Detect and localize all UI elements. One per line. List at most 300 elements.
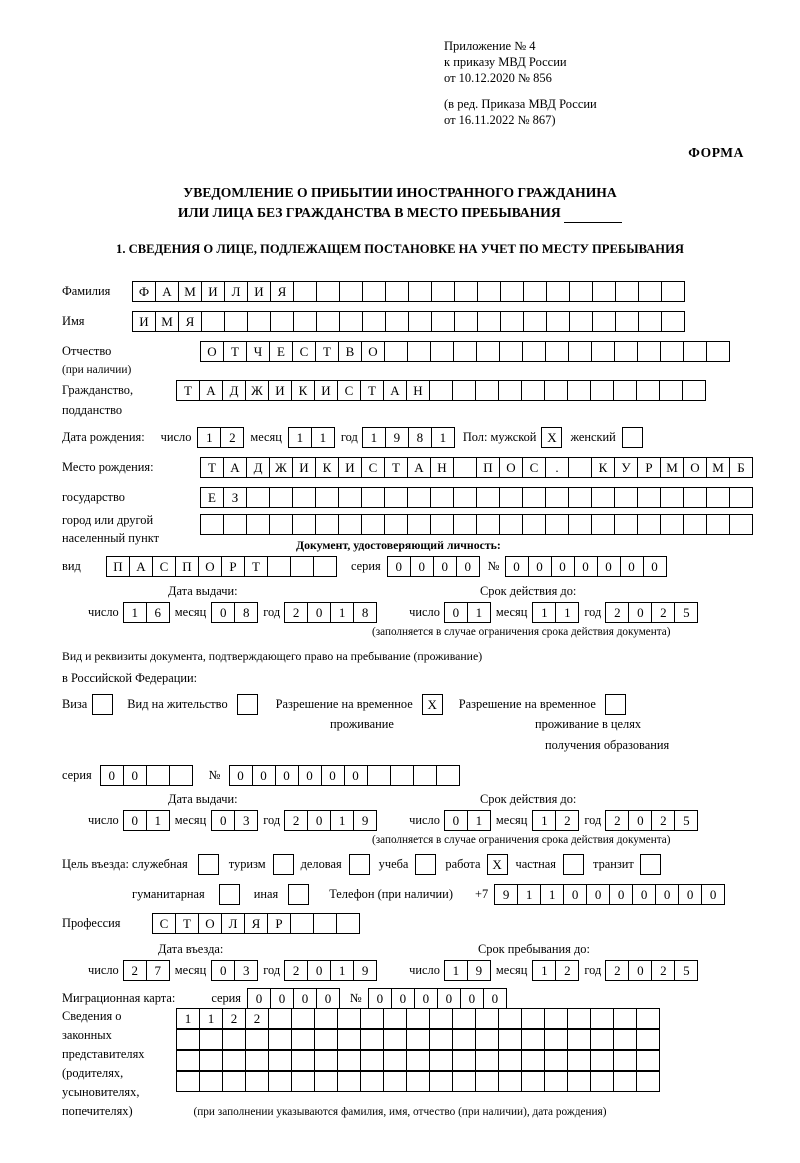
char-cell[interactable]: 0 bbox=[433, 556, 457, 577]
profession-cells[interactable] bbox=[152, 913, 360, 934]
char-cell[interactable]: 0 bbox=[586, 884, 610, 905]
char-cell[interactable]: П bbox=[106, 556, 130, 577]
name-cells[interactable] bbox=[132, 311, 685, 332]
char-cell[interactable] bbox=[590, 1029, 614, 1050]
char-cell[interactable] bbox=[314, 1029, 338, 1050]
char-cell[interactable] bbox=[429, 1008, 453, 1029]
char-cell[interactable]: 0 bbox=[368, 988, 392, 1009]
char-cell[interactable] bbox=[613, 1008, 637, 1029]
char-cell[interactable]: 0 bbox=[620, 556, 644, 577]
char-cell[interactable]: 0 bbox=[307, 602, 331, 623]
char-cell[interactable] bbox=[614, 341, 638, 362]
char-cell[interactable] bbox=[475, 1071, 499, 1092]
char-cell[interactable] bbox=[290, 913, 314, 934]
char-cell[interactable] bbox=[408, 281, 432, 302]
char-cell[interactable] bbox=[498, 1071, 522, 1092]
char-cell[interactable]: 9 bbox=[385, 427, 409, 448]
char-cell[interactable]: 2 bbox=[605, 810, 629, 831]
char-cell[interactable] bbox=[246, 514, 270, 535]
char-cell[interactable]: К bbox=[291, 380, 315, 401]
char-cell[interactable]: З bbox=[223, 487, 247, 508]
char-cell[interactable] bbox=[475, 380, 499, 401]
char-cell[interactable] bbox=[199, 1050, 223, 1071]
char-cell[interactable] bbox=[316, 281, 340, 302]
char-cell[interactable]: 2 bbox=[605, 602, 629, 623]
char-cell[interactable]: 0 bbox=[437, 988, 461, 1009]
char-cell[interactable] bbox=[314, 1071, 338, 1092]
char-cell[interactable] bbox=[545, 514, 569, 535]
purpose-business-checkbox[interactable] bbox=[349, 854, 370, 875]
char-cell[interactable]: 3 bbox=[234, 960, 258, 981]
char-cell[interactable]: 0 bbox=[563, 884, 587, 905]
char-cell[interactable]: Л bbox=[221, 913, 245, 934]
char-cell[interactable]: 5 bbox=[674, 602, 698, 623]
char-cell[interactable]: Б bbox=[729, 457, 753, 478]
char-cell[interactable] bbox=[267, 556, 291, 577]
char-cell[interactable]: М bbox=[706, 457, 730, 478]
char-cell[interactable] bbox=[315, 487, 339, 508]
char-cell[interactable]: . bbox=[545, 457, 569, 478]
char-cell[interactable]: В bbox=[338, 341, 362, 362]
char-cell[interactable] bbox=[545, 487, 569, 508]
char-cell[interactable]: И bbox=[292, 457, 316, 478]
char-cell[interactable]: Н bbox=[406, 380, 430, 401]
char-cell[interactable] bbox=[638, 311, 662, 332]
char-cell[interactable] bbox=[200, 514, 224, 535]
char-cell[interactable] bbox=[636, 1008, 660, 1029]
char-cell[interactable]: 5 bbox=[674, 960, 698, 981]
char-cell[interactable]: 0 bbox=[609, 884, 633, 905]
char-cell[interactable] bbox=[360, 1029, 384, 1050]
char-cell[interactable]: 2 bbox=[284, 960, 308, 981]
char-cell[interactable] bbox=[521, 1008, 545, 1029]
char-cell[interactable] bbox=[476, 341, 500, 362]
char-cell[interactable]: 0 bbox=[655, 884, 679, 905]
char-cell[interactable]: 2 bbox=[220, 427, 244, 448]
char-cell[interactable] bbox=[453, 457, 477, 478]
char-cell[interactable] bbox=[546, 281, 570, 302]
char-cell[interactable]: Ж bbox=[245, 380, 269, 401]
mcard-number-cells[interactable] bbox=[368, 988, 507, 1009]
char-cell[interactable]: 0 bbox=[410, 556, 434, 577]
char-cell[interactable] bbox=[615, 281, 639, 302]
char-cell[interactable] bbox=[499, 487, 523, 508]
char-cell[interactable] bbox=[362, 311, 386, 332]
char-cell[interactable]: 2 bbox=[605, 960, 629, 981]
char-cell[interactable]: 0 bbox=[387, 556, 411, 577]
char-cell[interactable]: 0 bbox=[321, 765, 345, 786]
char-cell[interactable]: 2 bbox=[651, 602, 675, 623]
char-cell[interactable]: 0 bbox=[391, 988, 415, 1009]
char-cell[interactable] bbox=[413, 765, 437, 786]
char-cell[interactable]: 1 bbox=[176, 1008, 200, 1029]
char-cell[interactable]: 1 bbox=[555, 602, 579, 623]
char-cell[interactable] bbox=[315, 514, 339, 535]
char-cell[interactable] bbox=[337, 1071, 361, 1092]
char-cell[interactable]: М bbox=[178, 281, 202, 302]
char-cell[interactable] bbox=[291, 1008, 315, 1029]
char-cell[interactable] bbox=[591, 487, 615, 508]
char-cell[interactable]: 0 bbox=[270, 988, 294, 1009]
char-cell[interactable] bbox=[431, 311, 455, 332]
char-cell[interactable] bbox=[246, 487, 270, 508]
char-cell[interactable]: Т bbox=[244, 556, 268, 577]
char-cell[interactable]: Ч bbox=[246, 341, 270, 362]
char-cell[interactable] bbox=[522, 341, 546, 362]
char-cell[interactable]: 2 bbox=[555, 960, 579, 981]
char-cell[interactable]: 2 bbox=[222, 1008, 246, 1029]
char-cell[interactable]: 0 bbox=[628, 960, 652, 981]
legal-rep-row-3-cells[interactable] bbox=[176, 1050, 660, 1071]
char-cell[interactable] bbox=[683, 341, 707, 362]
char-cell[interactable] bbox=[430, 514, 454, 535]
char-cell[interactable]: И bbox=[132, 311, 156, 332]
legal-rep-row-2-cells[interactable] bbox=[176, 1029, 660, 1050]
char-cell[interactable]: 9 bbox=[467, 960, 491, 981]
char-cell[interactable]: И bbox=[247, 281, 271, 302]
char-cell[interactable] bbox=[199, 1071, 223, 1092]
char-cell[interactable] bbox=[176, 1071, 200, 1092]
char-cell[interactable]: 0 bbox=[628, 810, 652, 831]
char-cell[interactable] bbox=[569, 281, 593, 302]
char-cell[interactable] bbox=[567, 380, 591, 401]
char-cell[interactable] bbox=[269, 514, 293, 535]
char-cell[interactable] bbox=[567, 1071, 591, 1092]
char-cell[interactable] bbox=[521, 380, 545, 401]
birth-year-cells[interactable] bbox=[362, 427, 455, 448]
char-cell[interactable] bbox=[453, 487, 477, 508]
char-cell[interactable] bbox=[590, 380, 614, 401]
char-cell[interactable]: 0 bbox=[628, 602, 652, 623]
char-cell[interactable]: П bbox=[476, 457, 500, 478]
char-cell[interactable]: А bbox=[199, 380, 223, 401]
char-cell[interactable] bbox=[146, 765, 170, 786]
char-cell[interactable] bbox=[270, 311, 294, 332]
char-cell[interactable] bbox=[268, 1050, 292, 1071]
char-cell[interactable] bbox=[660, 341, 684, 362]
char-cell[interactable] bbox=[683, 487, 707, 508]
stay-year-cells[interactable] bbox=[605, 960, 698, 981]
char-cell[interactable] bbox=[636, 1050, 660, 1071]
char-cell[interactable] bbox=[613, 1050, 637, 1071]
char-cell[interactable] bbox=[475, 1050, 499, 1071]
char-cell[interactable]: Ф bbox=[132, 281, 156, 302]
char-cell[interactable] bbox=[567, 1050, 591, 1071]
purpose-service-checkbox[interactable] bbox=[198, 854, 219, 875]
char-cell[interactable] bbox=[498, 380, 522, 401]
char-cell[interactable] bbox=[567, 1008, 591, 1029]
char-cell[interactable] bbox=[430, 341, 454, 362]
char-cell[interactable] bbox=[176, 1050, 200, 1071]
purpose-study-checkbox[interactable] bbox=[415, 854, 436, 875]
char-cell[interactable] bbox=[568, 514, 592, 535]
char-cell[interactable] bbox=[431, 281, 455, 302]
char-cell[interactable] bbox=[383, 1008, 407, 1029]
char-cell[interactable] bbox=[245, 1050, 269, 1071]
char-cell[interactable] bbox=[521, 1050, 545, 1071]
stay-valid-year-cells[interactable] bbox=[605, 810, 698, 831]
char-cell[interactable]: К bbox=[591, 457, 615, 478]
char-cell[interactable]: 0 bbox=[123, 765, 147, 786]
char-cell[interactable]: Р bbox=[221, 556, 245, 577]
char-cell[interactable] bbox=[453, 514, 477, 535]
char-cell[interactable] bbox=[546, 311, 570, 332]
char-cell[interactable] bbox=[169, 765, 193, 786]
char-cell[interactable]: 0 bbox=[483, 988, 507, 1009]
char-cell[interactable]: К bbox=[315, 457, 339, 478]
char-cell[interactable]: 1 bbox=[540, 884, 564, 905]
char-cell[interactable]: 1 bbox=[123, 602, 147, 623]
char-cell[interactable] bbox=[706, 341, 730, 362]
char-cell[interactable] bbox=[475, 1029, 499, 1050]
char-cell[interactable]: 0 bbox=[123, 810, 147, 831]
char-cell[interactable] bbox=[729, 514, 753, 535]
char-cell[interactable] bbox=[706, 514, 730, 535]
doc-valid-day-cells[interactable] bbox=[444, 602, 491, 623]
char-cell[interactable]: М bbox=[660, 457, 684, 478]
stay-issue-year-cells[interactable] bbox=[284, 810, 377, 831]
birth-place-city2-cells[interactable] bbox=[200, 514, 753, 535]
char-cell[interactable] bbox=[706, 487, 730, 508]
char-cell[interactable] bbox=[453, 341, 477, 362]
char-cell[interactable]: 1 bbox=[146, 810, 170, 831]
char-cell[interactable]: 0 bbox=[632, 884, 656, 905]
char-cell[interactable] bbox=[222, 1071, 246, 1092]
char-cell[interactable] bbox=[291, 1071, 315, 1092]
char-cell[interactable] bbox=[523, 311, 547, 332]
sex-female-checkbox[interactable] bbox=[622, 427, 643, 448]
char-cell[interactable] bbox=[293, 311, 317, 332]
char-cell[interactable] bbox=[337, 1008, 361, 1029]
char-cell[interactable] bbox=[222, 1050, 246, 1071]
char-cell[interactable] bbox=[660, 487, 684, 508]
char-cell[interactable] bbox=[407, 341, 431, 362]
surname-cells[interactable] bbox=[132, 281, 685, 302]
stay-day-cells[interactable] bbox=[444, 960, 491, 981]
char-cell[interactable] bbox=[636, 1071, 660, 1092]
char-cell[interactable]: А bbox=[223, 457, 247, 478]
char-cell[interactable]: О bbox=[200, 341, 224, 362]
char-cell[interactable] bbox=[361, 514, 385, 535]
char-cell[interactable] bbox=[293, 281, 317, 302]
char-cell[interactable] bbox=[592, 311, 616, 332]
char-cell[interactable] bbox=[637, 514, 661, 535]
char-cell[interactable]: О bbox=[198, 913, 222, 934]
char-cell[interactable] bbox=[314, 1008, 338, 1029]
char-cell[interactable] bbox=[591, 341, 615, 362]
char-cell[interactable]: 3 bbox=[234, 810, 258, 831]
char-cell[interactable] bbox=[313, 913, 337, 934]
char-cell[interactable] bbox=[613, 380, 637, 401]
char-cell[interactable] bbox=[521, 1071, 545, 1092]
char-cell[interactable] bbox=[498, 1008, 522, 1029]
birth-place-state-cells[interactable] bbox=[200, 457, 753, 478]
char-cell[interactable] bbox=[614, 514, 638, 535]
char-cell[interactable] bbox=[475, 1008, 499, 1029]
char-cell[interactable] bbox=[544, 1050, 568, 1071]
char-cell[interactable]: 6 bbox=[146, 602, 170, 623]
char-cell[interactable]: О bbox=[683, 457, 707, 478]
char-cell[interactable] bbox=[384, 514, 408, 535]
char-cell[interactable]: 0 bbox=[460, 988, 484, 1009]
char-cell[interactable]: 1 bbox=[199, 1008, 223, 1029]
char-cell[interactable]: 1 bbox=[330, 810, 354, 831]
char-cell[interactable]: А bbox=[155, 281, 179, 302]
char-cell[interactable] bbox=[477, 281, 501, 302]
char-cell[interactable]: 0 bbox=[307, 960, 331, 981]
char-cell[interactable] bbox=[336, 913, 360, 934]
char-cell[interactable]: О bbox=[499, 457, 523, 478]
char-cell[interactable] bbox=[429, 1050, 453, 1071]
char-cell[interactable] bbox=[430, 487, 454, 508]
char-cell[interactable]: Я bbox=[178, 311, 202, 332]
stay-month-cells[interactable] bbox=[532, 960, 579, 981]
char-cell[interactable]: Р bbox=[267, 913, 291, 934]
char-cell[interactable]: Т bbox=[175, 913, 199, 934]
char-cell[interactable] bbox=[436, 765, 460, 786]
char-cell[interactable]: Т bbox=[360, 380, 384, 401]
char-cell[interactable]: И bbox=[268, 380, 292, 401]
char-cell[interactable]: Т bbox=[200, 457, 224, 478]
char-cell[interactable] bbox=[367, 765, 391, 786]
purpose-humanitarian-checkbox[interactable] bbox=[219, 884, 240, 905]
char-cell[interactable] bbox=[615, 311, 639, 332]
char-cell[interactable]: 2 bbox=[284, 602, 308, 623]
char-cell[interactable]: 2 bbox=[651, 960, 675, 981]
char-cell[interactable] bbox=[385, 281, 409, 302]
char-cell[interactable]: И bbox=[201, 281, 225, 302]
char-cell[interactable]: 1 bbox=[532, 960, 556, 981]
citizenship-cells[interactable] bbox=[176, 380, 706, 401]
char-cell[interactable]: Р bbox=[637, 457, 661, 478]
char-cell[interactable]: С bbox=[522, 457, 546, 478]
char-cell[interactable] bbox=[429, 1071, 453, 1092]
char-cell[interactable]: 1 bbox=[288, 427, 312, 448]
char-cell[interactable] bbox=[268, 1029, 292, 1050]
char-cell[interactable] bbox=[383, 1029, 407, 1050]
char-cell[interactable] bbox=[613, 1071, 637, 1092]
char-cell[interactable] bbox=[339, 311, 363, 332]
birth-month-cells[interactable] bbox=[288, 427, 335, 448]
char-cell[interactable]: С bbox=[361, 457, 385, 478]
char-cell[interactable] bbox=[269, 487, 293, 508]
char-cell[interactable] bbox=[661, 311, 685, 332]
char-cell[interactable]: Е bbox=[269, 341, 293, 362]
char-cell[interactable] bbox=[291, 1050, 315, 1071]
char-cell[interactable] bbox=[408, 311, 432, 332]
char-cell[interactable]: 0 bbox=[252, 765, 276, 786]
char-cell[interactable] bbox=[407, 487, 431, 508]
char-cell[interactable] bbox=[545, 341, 569, 362]
char-cell[interactable]: 0 bbox=[701, 884, 725, 905]
char-cell[interactable] bbox=[568, 341, 592, 362]
doc-issue-year-cells[interactable] bbox=[284, 602, 377, 623]
char-cell[interactable] bbox=[452, 1008, 476, 1029]
char-cell[interactable]: 0 bbox=[316, 988, 340, 1009]
char-cell[interactable] bbox=[247, 311, 271, 332]
char-cell[interactable]: Т bbox=[176, 380, 200, 401]
stay-valid-month-cells[interactable] bbox=[532, 810, 579, 831]
char-cell[interactable]: А bbox=[129, 556, 153, 577]
char-cell[interactable] bbox=[568, 457, 592, 478]
char-cell[interactable] bbox=[292, 514, 316, 535]
sex-male-checkbox[interactable]: X bbox=[541, 427, 562, 448]
char-cell[interactable] bbox=[292, 487, 316, 508]
char-cell[interactable]: С bbox=[292, 341, 316, 362]
char-cell[interactable]: 0 bbox=[444, 602, 468, 623]
entry-year-cells[interactable] bbox=[284, 960, 377, 981]
purpose-private-checkbox[interactable] bbox=[563, 854, 584, 875]
char-cell[interactable] bbox=[314, 1050, 338, 1071]
char-cell[interactable]: Т bbox=[315, 341, 339, 362]
char-cell[interactable] bbox=[316, 311, 340, 332]
char-cell[interactable] bbox=[390, 765, 414, 786]
char-cell[interactable]: 2 bbox=[245, 1008, 269, 1029]
char-cell[interactable]: И bbox=[338, 457, 362, 478]
char-cell[interactable]: 9 bbox=[494, 884, 518, 905]
char-cell[interactable] bbox=[199, 1029, 223, 1050]
char-cell[interactable]: П bbox=[175, 556, 199, 577]
char-cell[interactable] bbox=[384, 487, 408, 508]
char-cell[interactable]: Я bbox=[244, 913, 268, 934]
char-cell[interactable]: 1 bbox=[517, 884, 541, 905]
char-cell[interactable]: 0 bbox=[247, 988, 271, 1009]
char-cell[interactable]: 9 bbox=[353, 810, 377, 831]
char-cell[interactable] bbox=[523, 281, 547, 302]
doc-series-cells[interactable] bbox=[387, 556, 480, 577]
stay-series-cells[interactable] bbox=[100, 765, 193, 786]
char-cell[interactable]: 5 bbox=[674, 810, 698, 831]
char-cell[interactable] bbox=[636, 380, 660, 401]
char-cell[interactable] bbox=[429, 1029, 453, 1050]
doc-number-cells[interactable] bbox=[505, 556, 667, 577]
char-cell[interactable] bbox=[660, 514, 684, 535]
char-cell[interactable] bbox=[544, 1008, 568, 1029]
char-cell[interactable]: 2 bbox=[284, 810, 308, 831]
char-cell[interactable] bbox=[268, 1071, 292, 1092]
char-cell[interactable]: 0 bbox=[551, 556, 575, 577]
char-cell[interactable] bbox=[544, 1029, 568, 1050]
char-cell[interactable]: 0 bbox=[307, 810, 331, 831]
char-cell[interactable] bbox=[568, 487, 592, 508]
purpose-work-checkbox[interactable]: X bbox=[487, 854, 508, 875]
char-cell[interactable] bbox=[338, 514, 362, 535]
char-cell[interactable] bbox=[682, 380, 706, 401]
entry-day-cells[interactable] bbox=[123, 960, 170, 981]
char-cell[interactable] bbox=[638, 281, 662, 302]
char-cell[interactable] bbox=[637, 341, 661, 362]
char-cell[interactable]: 0 bbox=[505, 556, 529, 577]
stay-issue-month-cells[interactable] bbox=[211, 810, 258, 831]
char-cell[interactable]: 0 bbox=[643, 556, 667, 577]
char-cell[interactable] bbox=[360, 1050, 384, 1071]
char-cell[interactable] bbox=[637, 487, 661, 508]
char-cell[interactable] bbox=[454, 281, 478, 302]
char-cell[interactable]: 1 bbox=[311, 427, 335, 448]
char-cell[interactable] bbox=[406, 1008, 430, 1029]
doc-issue-day-cells[interactable] bbox=[123, 602, 170, 623]
char-cell[interactable]: Т bbox=[223, 341, 247, 362]
char-cell[interactable]: А bbox=[383, 380, 407, 401]
char-cell[interactable] bbox=[592, 281, 616, 302]
char-cell[interactable]: 0 bbox=[229, 765, 253, 786]
char-cell[interactable] bbox=[614, 487, 638, 508]
char-cell[interactable] bbox=[683, 514, 707, 535]
char-cell[interactable] bbox=[498, 1029, 522, 1050]
char-cell[interactable]: 0 bbox=[211, 602, 235, 623]
char-cell[interactable]: У bbox=[614, 457, 638, 478]
char-cell[interactable] bbox=[476, 514, 500, 535]
